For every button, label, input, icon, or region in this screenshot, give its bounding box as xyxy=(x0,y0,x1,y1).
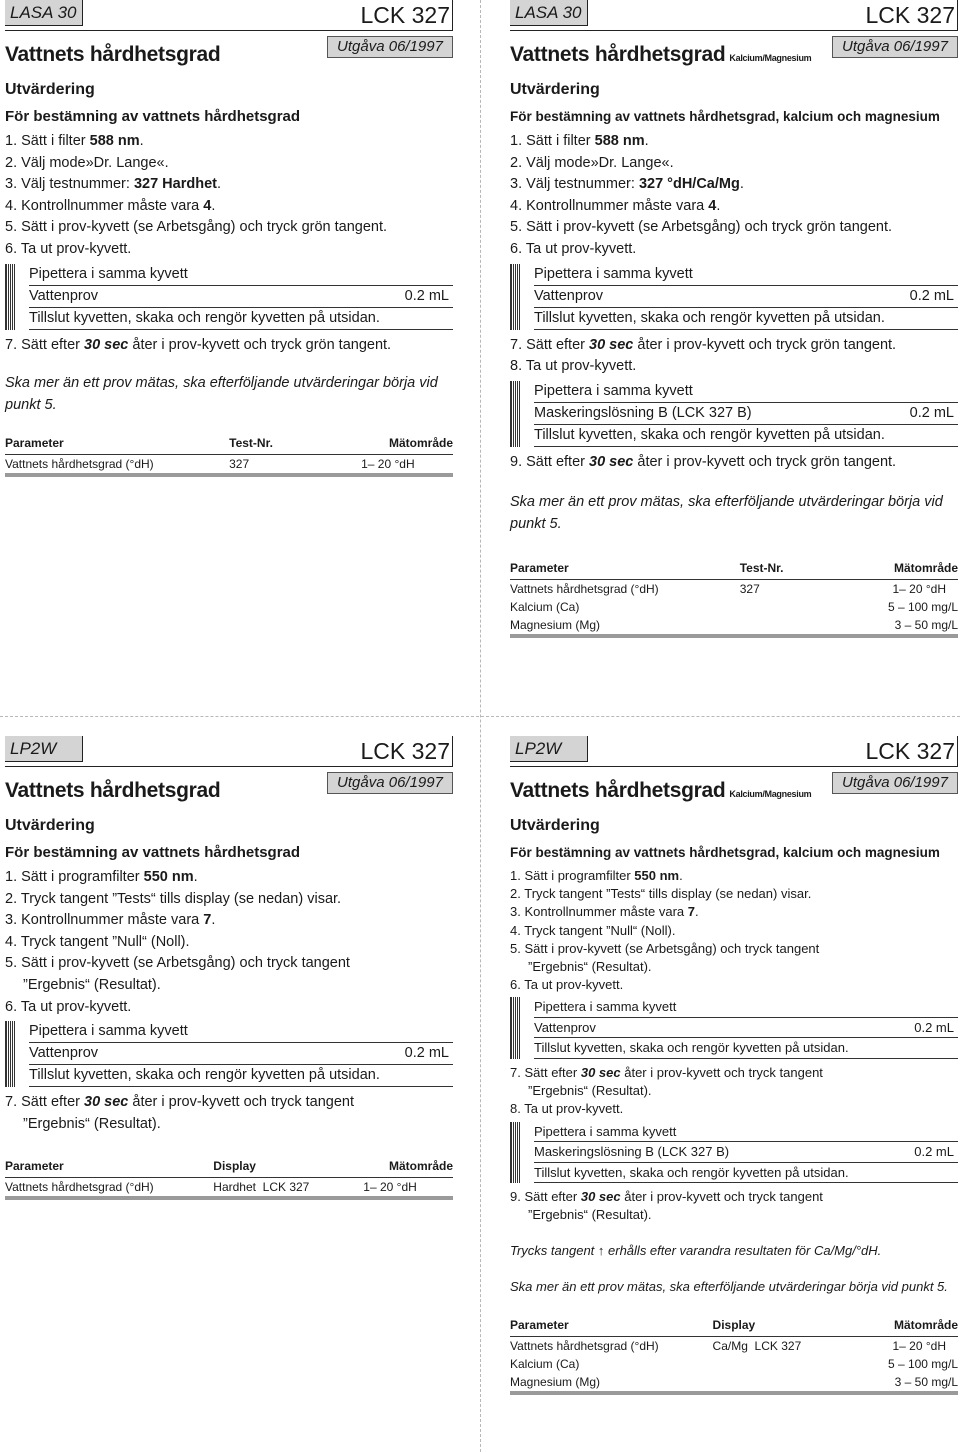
lck-code: LCK 327 xyxy=(865,2,955,28)
pipette-box: Pipettera i samma kyvett Vattenprov 0.2 mL Tillslut kyvetten, skaka och rengör kyvetten på utsidan. xyxy=(5,264,453,330)
step-list xyxy=(510,335,958,378)
table-row: Vattnets hårdhetsgrad (°dH) Ca/Mg LCK 327 1– 20 °dH xyxy=(510,1339,946,1354)
step-list xyxy=(5,867,453,1018)
table-row: Vattnets hårdhetsgrad (°dH) 327 1– 20 °dH xyxy=(510,582,946,597)
parameter-table xyxy=(5,1157,453,1200)
step-item: 1. Sätt i filter 588 nm. xyxy=(510,133,649,149)
instrument-label: LP2W xyxy=(5,736,83,762)
card-header xyxy=(5,0,453,31)
step-item: ”Ergebnis“ (Resultat). xyxy=(528,1207,652,1223)
instrument-label: LASA 30 xyxy=(5,0,83,26)
pipette-box: Pipettera i samma kyvett Maskeringslösning B (LCK 327 B) 0.2 mL Tillslut kyvetten, skaka och rengör kyvetten på utsidan. xyxy=(510,381,958,447)
step-list xyxy=(5,131,453,261)
repeat-note: Ska mer än ett prov mätas, ska efterföljande utvärderingar börja vid punkt 5. xyxy=(5,375,438,414)
edition-badge: Utgåva 06/1997 xyxy=(327,36,453,58)
step-item: ”Ergebnis“ (Resultat). xyxy=(23,1115,161,1132)
step-item: 9. Sätt efter 30 sec åter i prov-kyvett och tryck tangent xyxy=(510,1189,823,1205)
step-item: 3. Kontrollnummer måste vara 7. xyxy=(5,912,216,929)
step-list xyxy=(510,1064,958,1119)
step-item: 1. Sätt i filter 588 nm. xyxy=(5,133,144,149)
card-lp2w-hardness xyxy=(5,736,453,1200)
lck-code: LCK 327 xyxy=(360,2,450,28)
parameter-table xyxy=(5,434,453,477)
step-item: 1. Sätt i programfilter 550 nm. xyxy=(510,868,683,883)
step-list xyxy=(5,1092,453,1135)
arrow-key-note: Trycks tangent ↑ erhålls efter varandra resultaten för Ca/Mg/°dH. xyxy=(510,1243,882,1259)
step-item: 1. Sätt i programfilter 550 nm. xyxy=(5,869,198,885)
pipette-box: Pipettera i samma kyvett Maskeringslösning B (LCK 327 B) 0.2 mL Tillslut kyvetten, skaka och rengör kyvetten på utsidan. xyxy=(510,1122,958,1184)
step-item: 2. Välj mode»Dr. Lange«. xyxy=(510,154,674,171)
vertical-cut-line xyxy=(480,0,481,1452)
pipette-box: Pipettera i samma kyvett Vattenprov 0.2 mL Tillslut kyvetten, skaka och rengör kyvetten på utsidan. xyxy=(510,997,958,1059)
card-title: Vattnets hårdhetsgrad xyxy=(5,43,221,66)
section-heading: Utvärdering xyxy=(5,81,95,98)
step-item: 6. Ta ut prov-kyvett. xyxy=(510,240,637,257)
step-item: 9. Sätt efter 30 sec åter i prov-kyvett och tryck grön tangent. xyxy=(510,453,897,470)
card-lp2w-ca-mg xyxy=(510,736,958,1395)
section-subtitle: För bestämning av vattnets hårdhetsgrad, kalcium och magnesium xyxy=(510,845,940,860)
step-list xyxy=(510,1188,958,1224)
step-item: 2. Tryck tangent ”Tests“ tills display (se nedan) visar. xyxy=(510,886,812,902)
table-row: Vattnets hårdhetsgrad (°dH) Hardhet LCK 327 1– 20 °dH xyxy=(5,1180,417,1195)
step-item: 4. Tryck tangent ”Null“ (Noll). xyxy=(510,922,676,938)
step-item: 6. Ta ut prov-kyvett. xyxy=(5,998,132,1015)
section-subtitle: För bestämning av vattnets hårdhetsgrad, kalcium och magnesium xyxy=(510,109,940,124)
step-item: 3. Välj testnummer: 327 Hardhet. xyxy=(5,176,221,193)
step-item: 4. Tryck tangent ”Null“ (Noll). xyxy=(5,933,190,950)
table-header-row: Parameter Test-Nr. Mätområde xyxy=(5,434,453,455)
section-heading: Utvärdering xyxy=(510,81,600,98)
step-item: ”Ergebnis“ (Resultat). xyxy=(23,976,161,993)
step-item: 4. Kontrollnummer måste vara 4. xyxy=(510,197,721,214)
pipette-bar-icon xyxy=(510,1122,520,1184)
step-item: 2. Välj mode»Dr. Lange«. xyxy=(5,154,169,171)
step-list xyxy=(510,867,958,994)
card-title: Vattnets hårdhetsgrad Kalcium/Magnesium xyxy=(510,779,812,802)
edition-badge: Utgåva 06/1997 xyxy=(832,36,958,58)
step-item: 2. Tryck tangent ”Tests“ tills display (se nedan) visar. xyxy=(5,890,342,907)
table-header-row: Parameter Display Mätområde xyxy=(510,1316,958,1337)
edition-badge: Utgåva 06/1997 xyxy=(832,772,958,794)
step-item: 6. Ta ut prov-kyvett. xyxy=(510,977,624,993)
pipette-box: Pipettera i samma kyvett Vattenprov 0.2 mL Tillslut kyvetten, skaka och rengör kyvetten på utsidan. xyxy=(5,1021,453,1087)
instrument-label: LP2W xyxy=(510,736,588,762)
edition-badge: Utgåva 06/1997 xyxy=(327,772,453,794)
step-item: 7. Sätt efter 30 sec åter i prov-kyvett och tryck grön tangent. xyxy=(510,336,897,353)
step-item: 3. Kontrollnummer måste vara 7. xyxy=(510,904,699,920)
pipette-bar-icon xyxy=(510,997,520,1059)
step-item: 5. Sätt i prov-kyvett (se Arbetsgång) och tryck tangent xyxy=(510,940,820,956)
card-lasa30-ca-mg xyxy=(510,0,958,638)
step-item: 8. Ta ut prov-kyvett. xyxy=(510,1101,624,1117)
instrument-label: LASA 30 xyxy=(510,0,588,26)
repeat-note: Ska mer än ett prov mätas, ska efterföljande utvärderingar börja vid punkt 5. xyxy=(510,494,943,533)
step-item: 6. Ta ut prov-kyvett. xyxy=(5,240,132,257)
lck-code: LCK 327 xyxy=(865,738,955,764)
step-item: 5. Sätt i prov-kyvett (se Arbetsgång) och tryck grön tangent. xyxy=(5,219,388,236)
pipette-bar-icon xyxy=(510,381,520,447)
step-item: 8. Ta ut prov-kyvett. xyxy=(510,358,637,375)
table-row: Kalcium (Ca) 5 – 100 mg/L xyxy=(510,600,958,615)
section-heading: Utvärdering xyxy=(5,817,95,834)
pipette-bar-icon xyxy=(5,264,15,330)
repeat-note: Ska mer än ett prov mätas, ska efterföljande utvärderingar börja vid punkt 5. xyxy=(510,1279,948,1295)
table-header-row: Parameter Test-Nr. Mätområde xyxy=(510,559,958,580)
step-item: 5. Sätt i prov-kyvett (se Arbetsgång) och tryck tangent xyxy=(5,955,350,972)
section-heading: Utvärdering xyxy=(510,817,600,834)
section-subtitle: För bestämning av vattnets hårdhetsgrad xyxy=(5,844,301,861)
step-list xyxy=(510,452,958,474)
card-title: Vattnets hårdhetsgrad Kalcium/Magnesium xyxy=(510,43,812,66)
table-header-row: Parameter Display Mätområde xyxy=(5,1157,453,1178)
step-item: ”Ergebnis“ (Resultat). xyxy=(528,1083,652,1099)
step-item: 7. Sätt efter 30 sec åter i prov-kyvett och tryck tangent xyxy=(5,1094,355,1111)
section-subtitle: För bestämning av vattnets hårdhetsgrad xyxy=(5,108,301,125)
card-header xyxy=(510,0,958,31)
pipette-bar-icon xyxy=(5,1021,15,1087)
pipette-bar-icon xyxy=(510,264,520,330)
step-list xyxy=(510,131,958,261)
up-arrow-icon: ↑ xyxy=(597,1243,605,1259)
step-item: 5. Sätt i prov-kyvett (se Arbetsgång) och tryck grön tangent. xyxy=(510,219,893,236)
parameter-table xyxy=(510,559,958,638)
table-row: Kalcium (Ca) 5 – 100 mg/L xyxy=(510,1357,958,1372)
pipette-box: Pipettera i samma kyvett Vattenprov 0.2 mL Tillslut kyvetten, skaka och rengör kyvetten på utsidan. xyxy=(510,264,958,330)
step-item: 3. Välj testnummer: 327 °dH/Ca/Mg. xyxy=(510,176,744,193)
horizontal-cut-line xyxy=(0,716,960,717)
step-list xyxy=(5,335,453,357)
step-item: ”Ergebnis“ (Resultat). xyxy=(528,959,652,975)
card-title: Vattnets hårdhetsgrad xyxy=(5,779,221,802)
card-header xyxy=(510,736,958,767)
table-row: Magnesium (Mg) 3 – 50 mg/L xyxy=(510,1375,958,1390)
card-header xyxy=(5,736,453,767)
table-row: Magnesium (Mg) 3 – 50 mg/L xyxy=(510,618,958,633)
lck-code: LCK 327 xyxy=(360,738,450,764)
step-item: 7. Sätt efter 30 sec åter i prov-kyvett och tryck tangent xyxy=(510,1064,823,1080)
step-item: 4. Kontrollnummer måste vara 4. xyxy=(5,197,216,214)
card-lasa30-hardness xyxy=(5,0,453,477)
step-item: 7. Sätt efter 30 sec åter i prov-kyvett och tryck grön tangent. xyxy=(5,336,392,353)
table-row: Vattnets hårdhetsgrad (°dH) 327 1– 20 °dH xyxy=(5,457,415,472)
parameter-table xyxy=(510,1316,958,1395)
